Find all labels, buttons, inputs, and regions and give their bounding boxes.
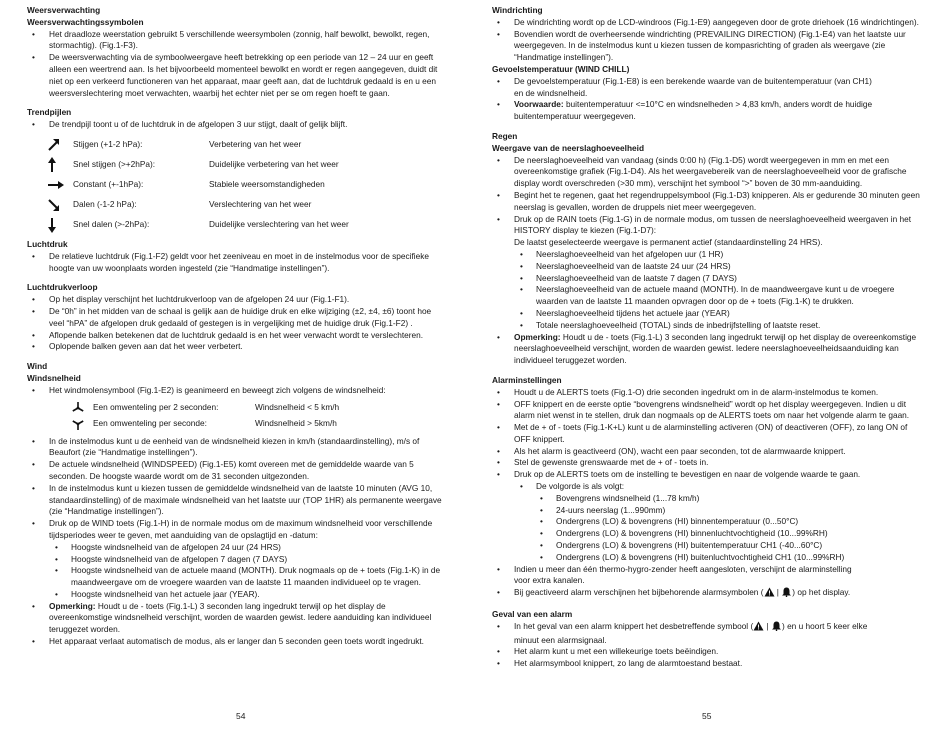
list-item: • De actuele windsnelheid (WINDSPEED) (Fig.1-E5) komt overeen met de gemiddelde waarde van 5 seconden. De hoogste waarde wordt om de 31 seconden uitgezonden. [27, 459, 447, 483]
windmill-table [71, 400, 447, 432]
list-item: • Druk op de ALERTS toets om de instelling te bevestigen en naar de volgende waarde te gaan. [492, 469, 922, 481]
list-item: • Stel de gewenste grenswaarde met de + of - toets in. [492, 457, 922, 469]
note-label: Opmerking: [514, 331, 561, 342]
alarm-warning-icon [753, 621, 764, 635]
note-label: Opmerking: [49, 600, 96, 611]
list-item: • Ondergrens (LO) & bovengrens (HI) binnenluchtvochtigheid (10...99%RH) [492, 528, 922, 540]
list-item: • De weersverwachting via de symboolweergave heeft betrekking op een periode van 12 – 24 uur en geeft alleen een weertrend aan. Is het bijvoorbeeld momenteel bewolkt en wordt er regen aangegeven, duidt dit niet op een verkeerd functioneren van het apparaat, maar geeft aan, dat de luchtdruk gedaald is en u een weersverslechtering moet verwachten, waarbij het echter niet per se om regen hoeft te gaan. [27, 52, 447, 99]
trend-desc: Duidelijke verbetering van het weer [209, 159, 339, 170]
weather-symbols-subheading: Weersverwachtingssymbolen [27, 16, 144, 27]
windmill-icon [71, 401, 93, 415]
list-item: • Met de + of - toets (Fig.1-K+L) kunt u de alarminstelling activeren (ON) of deactiveren (OFF), zo lang ON of OFF knippert. [492, 422, 922, 446]
list-item-continuation: en de windsnelheid. [514, 87, 588, 98]
list-item: • Ondergrens (LO) & bovengrens (HI) buitentemperatuur CH1 (-40...60°C) [492, 540, 922, 552]
list-item: • Ondergrens (LO) & bovengrens (HI) binnentemperatuur (0...50°C) [492, 516, 922, 528]
list-item: • De “0h” in het midden van de schaal is gelijk aan de huidige druk en elke wijziging (±2, ±4, ±6) toont hoe veel “hPA” de afgelopen druk gedaald of gestegen is in vergelijking met de huidige druk (Fig.1-F2) . [27, 306, 447, 330]
list-item: • Hoogste windsnelheid van de afgelopen 24 uur (24 HRS) [27, 542, 447, 554]
right-page [492, 5, 922, 670]
list-item: • De windrichting wordt op de LCD-windroos (Fig.1-E9) aangegeven door de grote driehoek (16 windrichtingen). [492, 17, 922, 29]
rain-display-subheading: Weergave van de neerslaghoeveelheid [492, 142, 645, 153]
trend-label: Snel dalen (>-2hPa): [73, 219, 150, 230]
weather-forecast-heading: Weersverwachting [27, 5, 101, 15]
list-item: • In de instelmodus kunt u de eenheid van de windsnelheid kiezen in km/h (standaardinstelling), m/s of Beaufort (zie “Handmatige instellingen”). [27, 436, 447, 460]
windmill-desc: Windsnelheid > 5km/h [255, 417, 337, 428]
trend-desc: Verbetering van het weer [209, 139, 302, 150]
page-number-right: 55 [702, 711, 712, 721]
list-item-continuation: minuut een alarmsignaal. [514, 634, 607, 645]
list-item: • Hoogste windsnelheid van het actuele jaar (YEAR). [27, 589, 447, 601]
list-item: • Het apparaat verlaat automatisch de modus, als er langer dan 5 seconden geen toets wordt ingedrukt. [27, 636, 447, 648]
trend-row [47, 215, 447, 235]
wind-speed-subheading: Windsnelheid [27, 372, 81, 383]
list-item: • OFF knippert en de eerste optie “bovengrens windsnelheid” wordt op het display weergegeven. Indien u dit alarm niet wenst in te stellen, druk dan nogmaals op de ALERTS toets om naar het volgende alarm te gaan. [492, 399, 922, 423]
list-item: • 24-uurs neerslag (1...990mm) [492, 505, 922, 517]
list-item: • Neerslaghoeveelheid van de laatste 7 dagen (7 DAYS) [492, 273, 922, 285]
trend-label: Snel stijgen (>+2hPa): [73, 159, 156, 170]
list-item: • Hoogste windsnelheid van de afgelopen 7 dagen (7 DAYS) [27, 554, 447, 566]
windmill-row [71, 400, 447, 416]
rain-default-line: De laatst geselecteerde weergave is permanent actief (standaardinstelling 24 HRS). [514, 237, 823, 248]
trend-table [47, 135, 447, 235]
list-item: • Houdt u de ALERTS toets (Fig.1-O) drie seconden ingedrukt om in de alarm-instelmodus te komen. [492, 387, 922, 399]
trend-row [47, 155, 447, 175]
trend-label: Constant (+-1hPa): [73, 179, 144, 190]
trend-label: Stijgen (+1-2 hPa): [73, 139, 143, 150]
list-item: • Ondergrens (LO) & bovengrens (HI) buitenluchtvochtigheid CH1 (10...99%RH) [492, 552, 922, 564]
arrow-down-icon [47, 217, 73, 233]
pressure-history-heading: Luchtdrukverloop [27, 282, 98, 293]
condition-label: Voorwaarde: [514, 99, 564, 110]
arrow-up-icon [47, 157, 73, 173]
list-item: • Neerslaghoeveelheid van het afgelopen uur (1 HR) [492, 249, 922, 261]
arrow-down-right-icon [47, 197, 73, 213]
list-item: • In de instelmodus kunt u kiezen tussen de gemiddelde windsnelheid van de laatste 10 minuten (AVG 10, standaardinstelling) of de maximale windsnelheid van het laatste uur (TOP 1HR) als permanente weergave (zie “Handmatige instellingen”). [27, 483, 447, 518]
list-item: • Het windmolensymbool (Fig.1-E2) is geanimeerd en beweegt zich volgens de windsnelheid: [27, 385, 447, 397]
trend-desc: Verslechtering van het weer [209, 199, 312, 210]
list-item: • Neerslaghoeveelheid van de actuele maand (MONTH). In de maandweergave kunt u de vroegere waarden van de laatste 11 maanden opvragen door op de + toets (Fig.1-K) te drukken. [492, 284, 922, 308]
alarm-settings-heading: Alarminstellingen [492, 374, 562, 385]
pressure-heading: Luchtdruk [27, 238, 68, 249]
list-item: • In het geval van een alarm knippert het desbetreffende symbool ( | ) en u hoort 5 keer elke [492, 621, 922, 635]
wind-heading: Wind [27, 361, 48, 372]
list-item: • Neerslaghoeveelheid van de laatste 24 uur (24 HRS) [492, 261, 922, 273]
rain-heading: Regen [492, 130, 518, 141]
windmill-label: Een omwenteling per 2 seconden: [93, 401, 219, 412]
list-item [27, 601, 447, 636]
list-item: • Indien u meer dan één thermo-hygro-zender heeft aangesloten, verschijnt de alarminstelling [492, 564, 922, 576]
trend-desc: Duidelijke verslechtering van het weer [209, 219, 349, 230]
alarm-case-heading: Geval van een alarm [492, 609, 573, 620]
windmill-desc: Windsnelheid < 5 km/h [255, 401, 340, 412]
list-item: • De neerslaghoeveelheid van vandaag (sinds 0:00 h) (Fig.1-D5) wordt weergegeven in mm en met een overeenkomstige grafiek (Fig.1-D4). Als het weergavebereik van de neerslaghoeveelheid voor de grafische display wordt overschreden (>30 mm), verschijnt het symbool “>” boven de 30 mm-aanduiding. [492, 155, 922, 190]
list-item: • Bij geactiveerd alarm verschijnen het bijbehorende alarmsymbolen ( | ) op het display. [492, 587, 922, 601]
left-page [27, 5, 447, 648]
note-text: Houdt u de - toets (Fig.1-L) 3 seconden lang ingedrukt terwijl op het display de overeenkomstige neerslaghoeveelheid verschijnt, worden de waarden gewist. Iedere neerslaghoeveelheidsaanduiding kan individueel teruggezet worden. [514, 331, 917, 366]
list-item: • Druk op de RAIN toets (Fig.1-G) in de normale modus, om tussen de neerslaghoeveelheid weergaven in het HISTORY display te kiezen (Fig.1-D7): [492, 214, 922, 238]
list-item: • Begint het te regenen, gaat het regendruppelsymbool (Fig.1-D3) knipperen. Als er gedurende 30 minuten geen neerslag is gevallen, worden de druppels niet meer weergegeven. [492, 190, 922, 214]
trend-arrows-heading: Trendpijlen [27, 107, 72, 118]
alarm-case-text: ) en u hoort 5 keer elke [782, 620, 868, 631]
list-item: • Neerslaghoeveelheid tijdens het actuele jaar (YEAR) [492, 308, 922, 320]
alarm-bell-icon [781, 587, 792, 601]
windmill-label: Een omwenteling per seconde: [93, 417, 207, 428]
list-item: • Bovendien wordt de overheersende windrichting (PREVAILING DIRECTION) (Fig.1-E4) van het laatste uur weergegeven. In de instelmodus kunt u kiezen tussen de kompasrichting of graden als weergave (zie “Handmatige instellingen”). [492, 29, 922, 64]
alarm-symbols-text: Bij geactiveerd alarm verschijnen het bijbehorende alarmsymbolen ( [514, 587, 764, 598]
list-item: • Totale neerslaghoeveelheid (TOTAL) sinds de inbedrijfstelling of laatste reset. [492, 320, 922, 332]
wind-chill-heading: Gevoelstemperatuur (WIND CHILL) [492, 63, 630, 74]
note-text: Houdt u de - toets (Fig.1-L) 3 seconden lang ingedrukt terwijl op het display de overeenkomstige windsnelheid verschijnt, worden de waarden gewist. Iedere aanduiding kan individueel teruggezet worden. [49, 600, 432, 635]
windmill-icon [71, 417, 93, 431]
list-item: • Bovengrens windsnelheid (1...78 km/h) [492, 493, 922, 505]
alarm-case-text: In het geval van een alarm knippert het desbetreffende symbool ( [514, 620, 754, 631]
condition-text: buitentemperatuur <=10°C en windsnelheden > 4,83 km/h, anders wordt de huidige buitentemperatuur weergegeven. [514, 99, 873, 122]
list-item-continuation: voor extra kanalen. [514, 575, 585, 586]
list-item: • Het alarm kunt u met een willekeurige toets beëindigen. [492, 646, 922, 658]
trend-row [47, 195, 447, 215]
trend-row [47, 175, 447, 195]
wind-direction-heading: Windrichting [492, 5, 543, 15]
list-item: • Het draadloze weerstation gebruikt 5 verschillende weersymbolen (zonnig, half bewolkt, bewolkt, regen, stormachtig). (Fig.1-F3). [27, 29, 447, 53]
trend-desc: Stabiele weersomstandigheden [209, 179, 325, 190]
list-item [492, 332, 922, 367]
alarm-warning-icon [764, 587, 775, 601]
page-number-left: 54 [236, 711, 246, 721]
list-item: • Druk op de WIND toets (Fig.1-H) in de normale modus om de maximum windsnelheid voor verschillende tijdsperiodes weer te geven, met aanduiding van de opslagtijd en -datum: [27, 518, 447, 542]
alarm-symbols-text: ) op het display. [792, 587, 851, 598]
list-item: • De trendpijl toont u of de luchtdruk in de afgelopen 3 uur stijgt, daalt of gelijk blijft. [27, 119, 447, 131]
list-item: • Hoogste windsnelheid van de actuele maand (MONTH). Druk nogmaals op de + toets (Fig.1-K) in de maandweergave om de vroegere waarden van de laatste 11 maanden individueel op te vragen. [27, 565, 447, 589]
list-item: • De volgorde is als volgt: [492, 481, 922, 493]
list-item: • De relatieve luchtdruk (Fig.1-F2) geldt voor het zeeniveau en moet in de instelmodus voor de specifieke hoogte van uw woonplaats worden ingesteld (zie “Handmatige instellingen”). [27, 251, 447, 275]
alarm-bell-icon [771, 621, 782, 635]
list-item: • Oplopende balken geven aan dat het weer verbetert. [27, 341, 447, 353]
arrow-right-icon [47, 177, 73, 193]
list-item: • Op het display verschijnt het luchtdrukverloop van de afgelopen 24 uur (Fig.1-F1). [27, 294, 447, 306]
arrow-up-right-icon [47, 137, 73, 153]
list-item: • Het alarmsymbool knippert, zo lang de alarmtoestand bestaat. [492, 658, 922, 670]
list-item: • De gevoelstemperatuur (Fig.1-E8) is een berekende waarde van de buitentemperatuur (van CH1) [492, 76, 922, 88]
weather-bullets [27, 29, 447, 100]
list-item: • Als het alarm is geactiveerd (ON), wacht een paar seconden, tot de alarmwaarde knippert. [492, 446, 922, 458]
list-item [492, 99, 922, 123]
list-item: • Aflopende balken betekenen dat de luchtdruk gedaald is en het weer verwacht wordt te verslechteren. [27, 330, 447, 342]
trend-row [47, 135, 447, 155]
windmill-row [71, 416, 447, 432]
trend-label: Dalen (-1-2 hPa): [73, 199, 137, 210]
